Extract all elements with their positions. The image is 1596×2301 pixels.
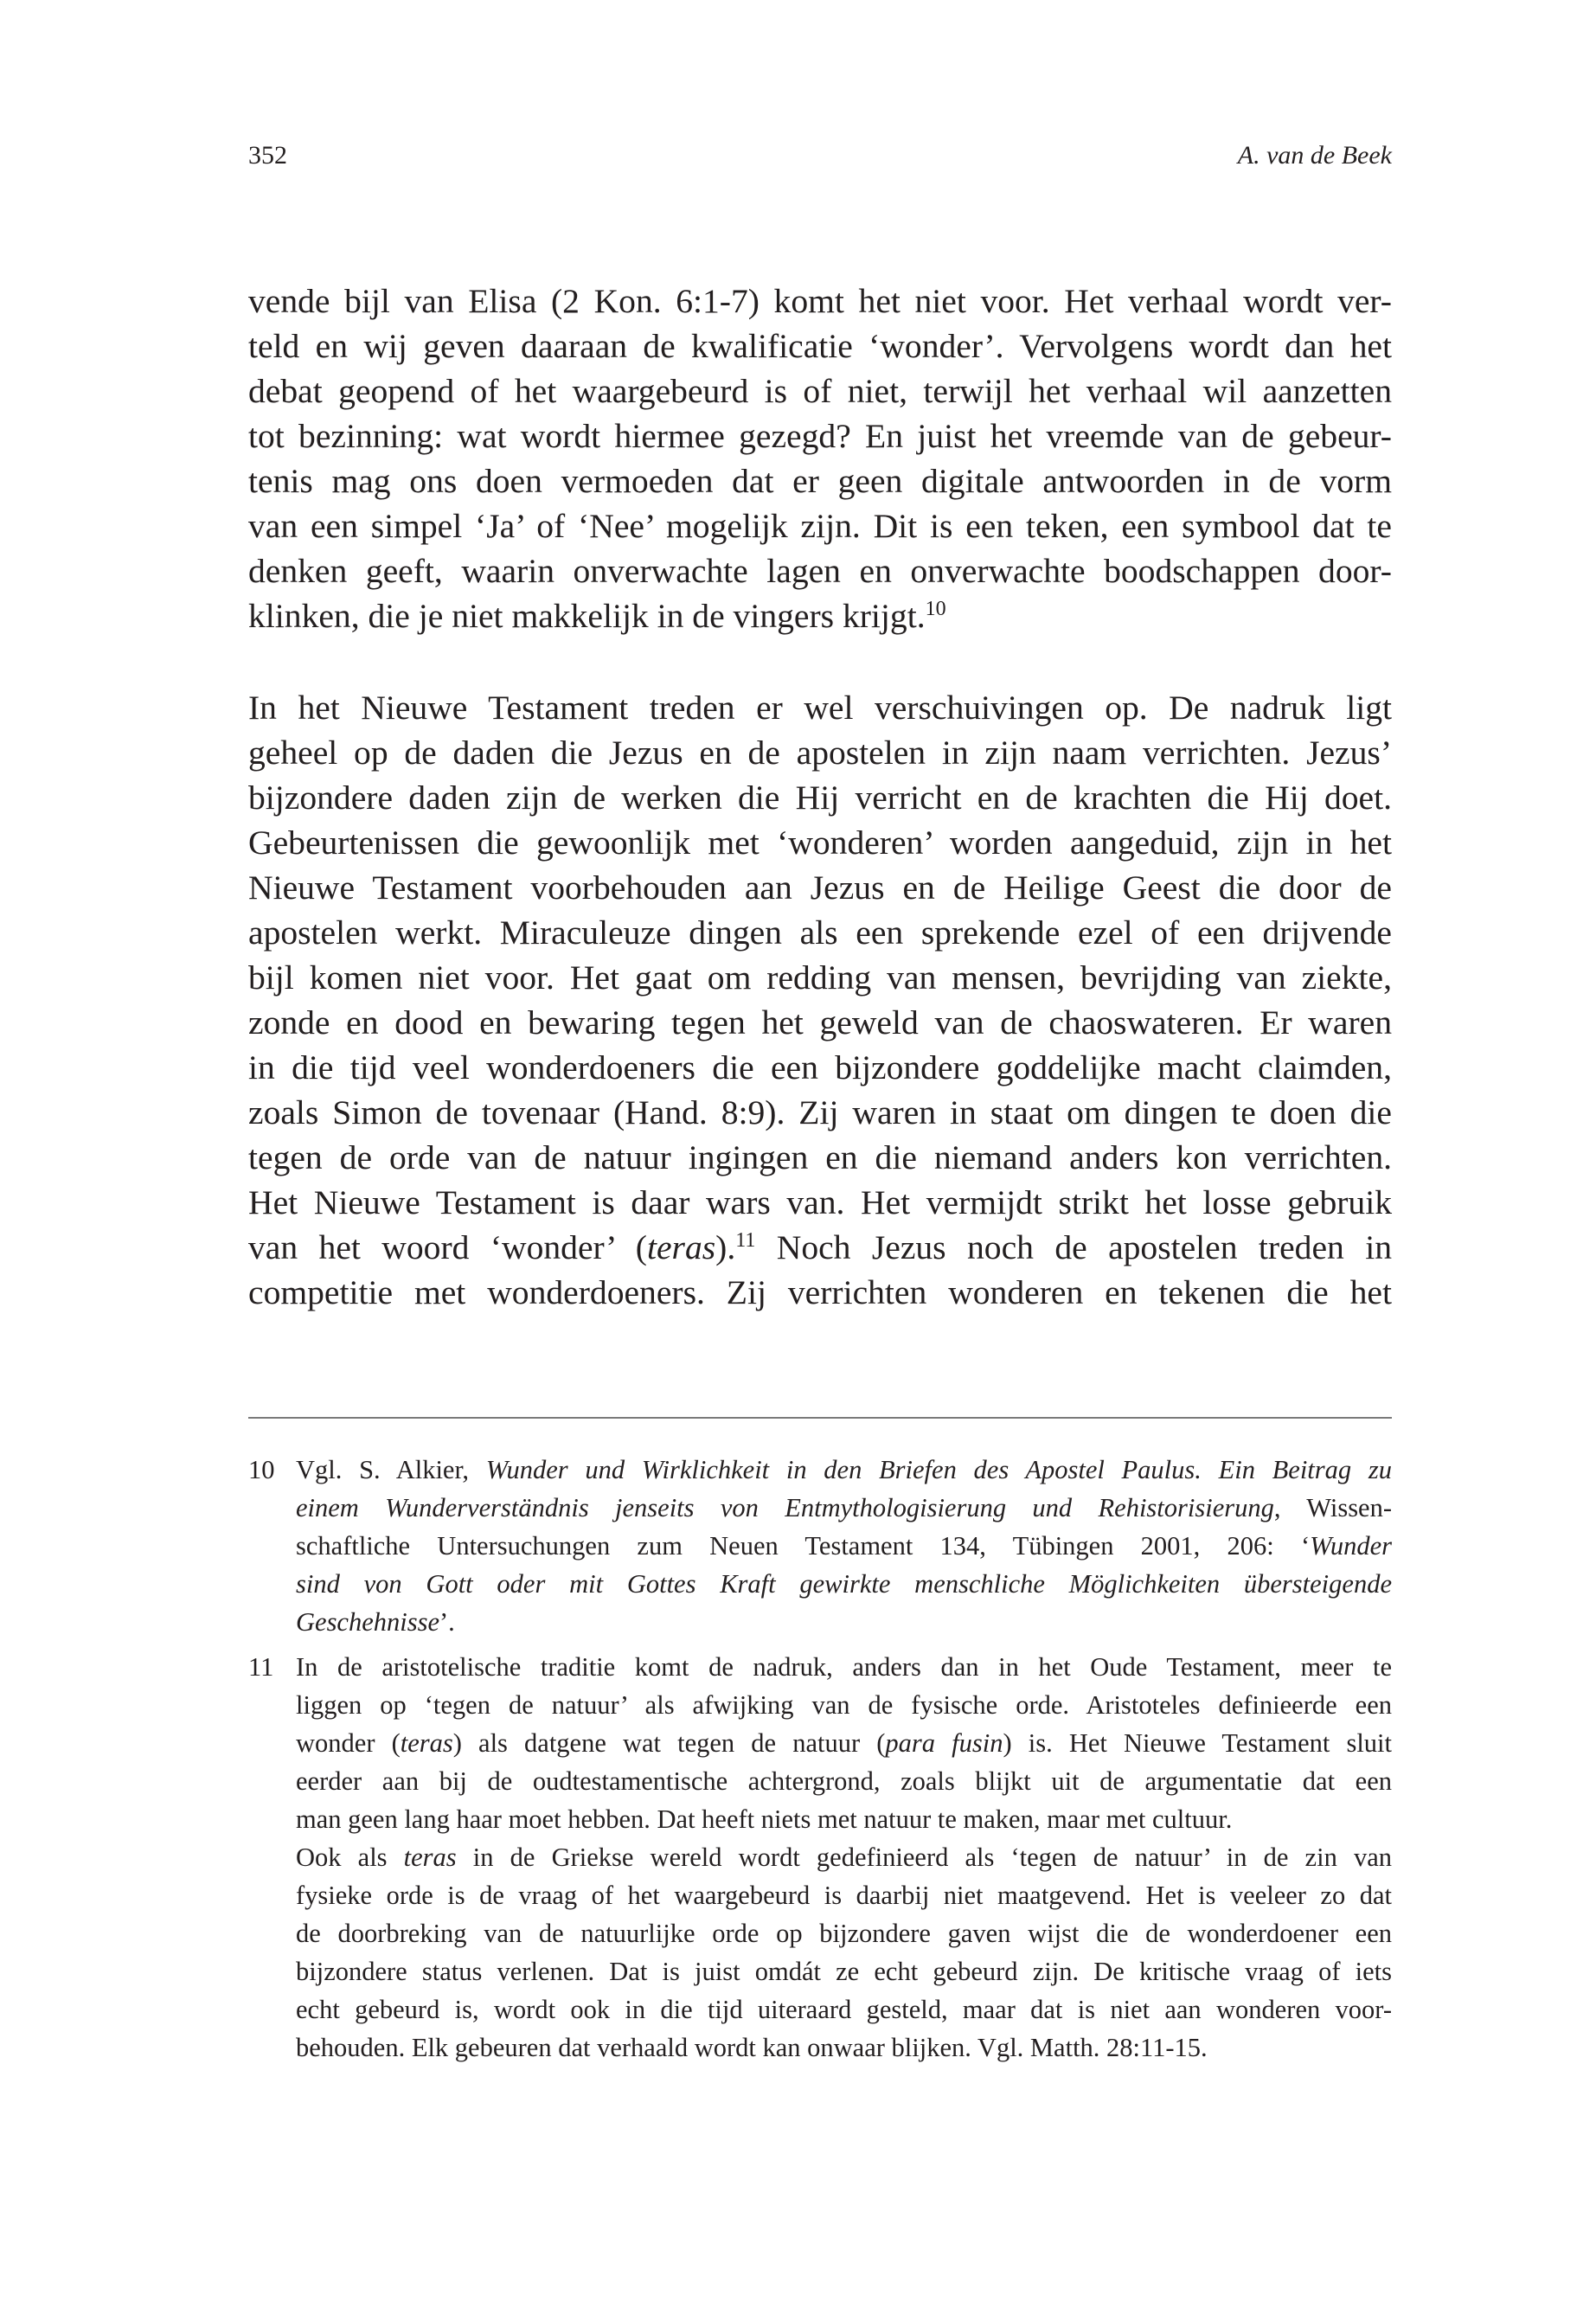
text-line: Gebeurtenissen die gewoonlijk met ‘wonderen’ worden aangeduid, zijn in het <box>248 824 1392 862</box>
text-line: bijzondere daden zijn de werken die Hij verricht en de krachten die Hij doet. <box>248 779 1392 817</box>
text-segment: ) als datgene wat tegen de natuur ( <box>452 1728 886 1758</box>
text-segment: wonder ( <box>296 1728 401 1758</box>
footnote-ref-11: 11 <box>735 1229 756 1252</box>
footnote-line: liggen op ‘tegen de natuur’ als afwijking van de fysische orde. Aristoteles definieerde een <box>296 1690 1392 1720</box>
text-segment: van het woord ‘wonder’ ( <box>248 1228 647 1266</box>
footnote-line: In de aristotelische traditie komt de nadruk, anders dan in het Oude Testament, meer te <box>296 1652 1392 1682</box>
footnote-line: echt gebeurd is, wordt ook in die tijd uiteraard gesteld, maar dat is niet aan wonderen voor- <box>296 1995 1392 2024</box>
text-segment: Vgl. S. Alkier, <box>296 1455 486 1484</box>
text-segment: Noch Jezus noch de apostelen treden in <box>755 1228 1392 1266</box>
text-segment: , Wissen- <box>1273 1493 1393 1522</box>
footnote-line <box>296 1451 1392 1489</box>
text-line: van een simpel ‘Ja’ of ‘Nee’ mogelijk zijn. Dit is een teken, een symbool dat te <box>248 507 1392 545</box>
text-segment: klinken, die je niet makkelijk in de vingers krijgt. <box>248 597 926 635</box>
footnote-number: 11 <box>248 1652 274 1682</box>
text-line <box>248 593 1392 638</box>
footnote-line <box>296 1565 1392 1603</box>
text-line: zonde en dood en bewaring tegen het geweld van de chaoswateren. Er waren <box>248 1003 1392 1042</box>
text-segment: in de Griekse wereld wordt gedefinieerd als ‘tegen de natuur’ in de zin van <box>456 1843 1392 1872</box>
text-line: Het Nieuwe Testament is daar wars van. Het vermijdt strikt het losse gebruik <box>248 1183 1392 1221</box>
italic-quote: sind von Gott oder mit Gottes Kraft gewirkte menschliche Möglichkeiten übersteigende <box>296 1569 1392 1599</box>
text-line: teld en wij geven daaraan de kwalificatie ‘wonder’. Vervolgens wordt dan het <box>248 327 1392 365</box>
text-line: vende bijl van Elisa (2 Kon. 6:1-7) komt het niet voor. Het verhaal wordt ver- <box>248 282 1392 320</box>
italic-term: teras <box>403 1843 457 1872</box>
footnote-number: 10 <box>248 1455 275 1484</box>
text-line: tot bezinning: wat wordt hiermee gezegd? En juist het vreemde van de gebeur- <box>248 417 1392 455</box>
text-segment: ’. <box>439 1607 455 1637</box>
footnote-line: de doorbreking van de natuurlijke orde op bijzondere gaven wijst die de wonderdoener een <box>296 1919 1392 1948</box>
text-line: Nieuwe Testament voorbehouden aan Jezus en de Heilige Geest die door de <box>248 868 1392 907</box>
text-line: geheel op de daden die Jezus en de apostelen in zijn naam verrichten. Jezus’ <box>248 734 1392 772</box>
text-line: bijl komen niet voor. Het gaat om redding van mensen, bevrijding van ziekte, <box>248 958 1392 997</box>
footnote-line <box>296 1489 1392 1527</box>
text-line: In het Nieuwe Testament treden er wel verschuivingen op. De nadruk ligt <box>248 689 1392 727</box>
footnote-line <box>296 1724 1392 1762</box>
italic-term: para fusin <box>885 1728 1003 1758</box>
text-line: denken geeft, waarin onverwachte lagen en onverwachte boodschappen door- <box>248 552 1392 590</box>
text-line: zoals Simon de tovenaar (Hand. 8:9). Zij waren in staat om dingen te doen die <box>248 1093 1392 1131</box>
footnote-11 <box>248 1648 1392 2067</box>
footnote-ref-10: 10 <box>925 598 946 620</box>
footnote-line <box>296 1603 1392 1641</box>
footnote-line <box>296 1838 1392 1876</box>
text-line: tenis mag ons doen vermoeden dat er geen digitale antwoorden in de vorm <box>248 462 1392 500</box>
text-segment: Ook als <box>296 1843 404 1872</box>
italic-title: einem Wunderverständnis jenseits von Entmythologisierung und Rehistorisierung <box>296 1493 1274 1522</box>
italic-quote: Geschehnisse <box>296 1607 440 1637</box>
text-segment: ) is. Het Nieuwe Testament sluit <box>1003 1728 1392 1758</box>
footnotes <box>248 1451 1392 2073</box>
italic-title: Wunder und Wirklichkeit in den Briefen des Apostel Paulus. Ein Beitrag zu <box>485 1455 1392 1484</box>
page-number: 352 <box>248 141 287 170</box>
footnote-line: fysieke orde is de vraag of het waargebeurd is daarbij niet maatgevend. Het is veeleer zo dat <box>296 1881 1392 1910</box>
footnote-line: bijzondere status verlenen. Dat is juist omdát ze echt gebeurd zijn. De kritische vraag of iets <box>296 1957 1392 1986</box>
footnote-line: man geen lang haar moet hebben. Dat heeft niets met natuur te maken, maar met cultuur. <box>296 1804 1233 1834</box>
text-line: debat geopend of het waargebeurd is of niet, terwijl het verhaal wil aanzetten <box>248 372 1392 410</box>
italic-quote: Wunder <box>1310 1531 1392 1561</box>
running-head: A. van de Beek <box>1237 141 1392 170</box>
italic-term: teras <box>400 1728 453 1758</box>
footnote-line: behouden. Elk gebeuren dat verhaald wordt kan onwaar blijken. Vgl. Matth. 28:11-15. <box>296 2033 1208 2062</box>
footnote-10 <box>248 1451 1392 1641</box>
text-line <box>248 1225 1392 1270</box>
footnote-line: eerder aan bij de oudtestamentische achtergrond, zoals blijkt uit de argumentatie dat een <box>296 1766 1392 1796</box>
text-line: in die tijd veel wonderdoeners die een bijzondere goddelijke macht claimden, <box>248 1048 1392 1086</box>
text-line: tegen de orde van de natuur ingingen en die niemand anders kon verrichten. <box>248 1138 1392 1176</box>
italic-term: teras <box>646 1228 716 1266</box>
footnote-separator <box>248 1417 1392 1419</box>
text-segment: ). <box>715 1228 736 1266</box>
text-segment: schaftliche Untersuchungen zum Neuen Testament 134, Tübingen 2001, 206: ‘ <box>296 1531 1311 1561</box>
body-paragraph-1 <box>248 279 1392 638</box>
text-line: apostelen werkt. Miraculeuze dingen als een sprekende ezel of een drijvende <box>248 913 1392 952</box>
body-paragraph-2 <box>248 685 1392 1315</box>
footnote-line <box>296 1527 1392 1565</box>
text-line: competitie met wonderdoeners. Zij verrichten wonderen en tekenen die het <box>248 1273 1392 1311</box>
